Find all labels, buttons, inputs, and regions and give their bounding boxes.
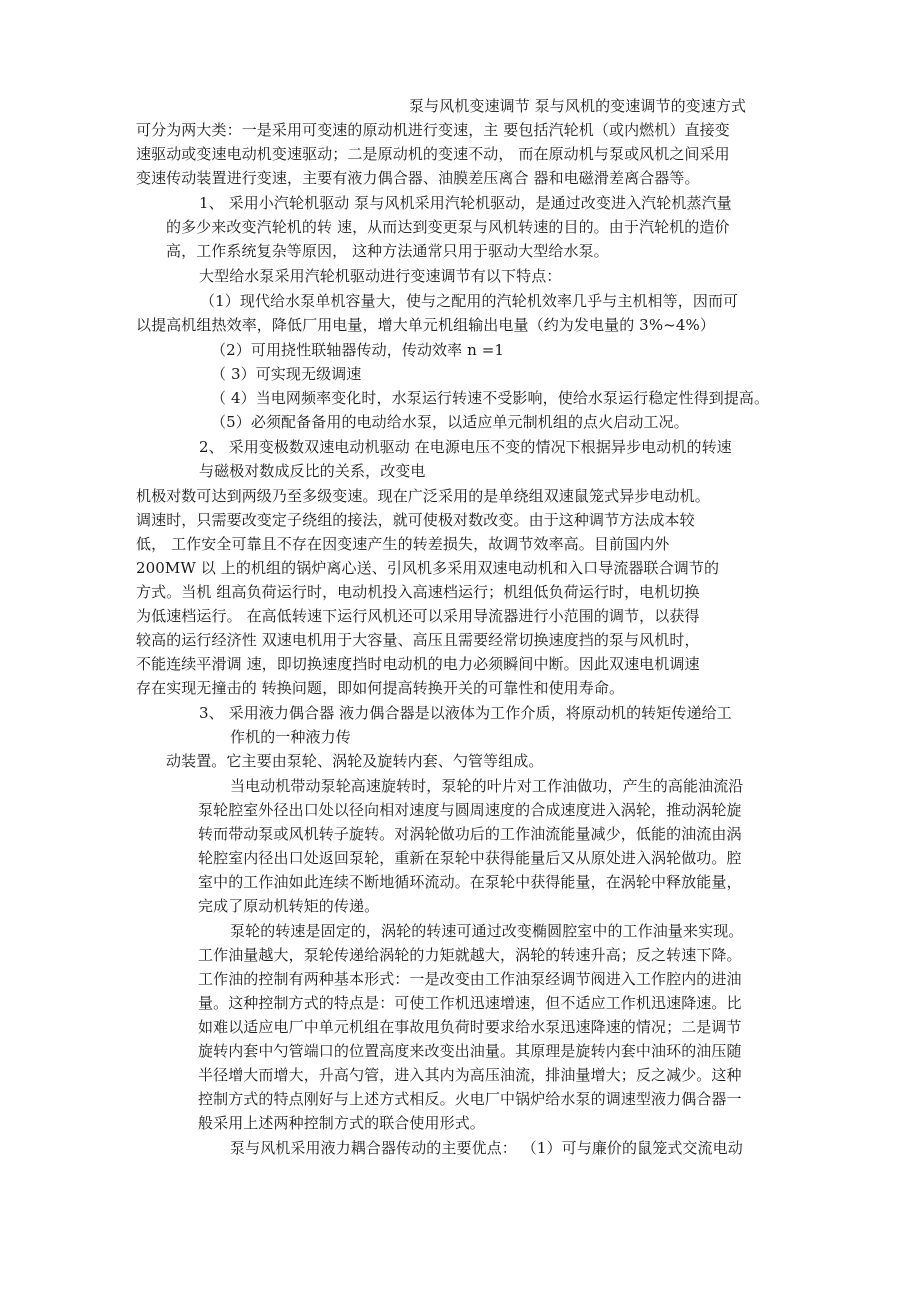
- text-line: 完成了原动机转矩的传递。: [198, 897, 380, 915]
- text-line: 较高的运行经济性 双速电机用于大容量、高压且需要经常切换速度挡的泵与风机时，: [136, 631, 700, 649]
- text-line: 作机的一种液力传: [230, 728, 351, 746]
- text-line: 轮腔室内径出口处返回泵轮，重新在泵轮中获得能量后又从原处进入涡轮做功。腔: [198, 849, 742, 867]
- text-line: 当电动机带动泵轮高速旋转时，泵轮的叶片对工作油做功，产生的高能油流沿: [230, 777, 744, 795]
- text-line: 为低速档运行。 在高低转速下运行风机还可以采用导流器进行小范围的调节，以获得: [136, 607, 700, 625]
- text-line: 机极对数可达到两级乃至多级变速。现在广泛采用的是单绕组双速鼠笼式异步电动机。: [136, 487, 710, 505]
- section-heading-3: 3、 采用液力偶合器 液力偶合器是以液体为工作介质，将原动机的转矩传递给工: [199, 704, 732, 722]
- list-item: （ 3）可实现无级调速: [211, 365, 362, 383]
- list-item: （1）现代给水泵单机容量大，使与之配用的汽轮机效率几乎与主机相等，因而可: [200, 292, 739, 310]
- text-line: 200MW 以 上的机组的锅炉离心送、引风机多采用双速电动机和入口导流器联合调节的: [136, 559, 720, 577]
- text-line: 动装置。它主要由泵轮、涡轮及旋转内套、勺管等组成。: [166, 752, 544, 770]
- text-line: 泵轮的转速是固定的，涡轮的转速可通过改变椭圆腔室中的工作油量来实现。: [230, 922, 744, 940]
- text-line: 方式。当机 组高负荷运行时，电动机投入高速档运行；机组低负荷运行时，电机切换: [136, 583, 700, 601]
- text-line: 不能连续平滑调 速，即切换速度挡时电动机的电力必须瞬间中断。因此双速电机调速: [136, 655, 700, 673]
- text-line: 高，工作系统复杂等原因， 这种方法通常只用于驱动大型给水泵。: [166, 242, 609, 260]
- text-line: 泵与风机采用液力耦合器传动的主要优点： （1）可与廉价的鼠笼式交流电动: [230, 1139, 743, 1157]
- text-line: 可分为两大类：一是采用可变速的原动机进行变速，主 要包括汽轮机（或内燃机）直接变: [136, 121, 730, 139]
- text-line: 室中的工作油如此连续不断地循环流动。在泵轮中获得能量，在涡轮中释放能量，: [198, 873, 742, 891]
- text-line: 旋转内套中勺管端口的位置高度来改变出油量。其原理是旋转内套中油环的油压随: [198, 1042, 742, 1060]
- text-line: 转而带动泵或风机转子旋转。对涡轮做功后的工作油流能量减少，低能的油流由涡: [198, 825, 742, 843]
- text-line: 工作油的控制有两种基本形式：一是改变由工作油泵经调节阀进入工作腔内的进油: [198, 970, 742, 988]
- doc-title-line: 泵与风机变速调节 泵与风机的变速调节的变速方式: [409, 97, 747, 115]
- text-line: 存在实现无撞击的 转换问题，即如何提高转换开关的可靠性和使用寿命。: [136, 679, 625, 697]
- list-item: （5）必须配备备用的电动给水泵，以适应单元制机组的点火启动工况。: [211, 413, 689, 431]
- section-heading-2: 2、 采用变极数双速电动机驱动 在电源电压不变的情况下根据异步电动机的转速: [199, 438, 732, 456]
- text-line: 如难以适应电厂中单元机组在事故甩负荷时要求给水泵迅速降速的情况；二是调节: [198, 1018, 742, 1036]
- text-line: 大型给水泵采用汽轮机驱动进行变速调节有以下特点：: [199, 267, 562, 285]
- list-item: （ 4）当电网频率变化时，水泵运行转速不受影响，使给水泵运行稳定性得到提高。: [211, 389, 770, 407]
- text-line: 与磁极对数成反比的关系，改变电: [199, 462, 426, 480]
- text-line: 控制方式的特点刚好与上述方式相反。火电厂中锅炉给水泵的调速型液力偶合器一: [198, 1090, 742, 1108]
- text-line: 速驱动或变速电动机变速驱动；二是原动机的变速不动， 而在原动机与泵或风机之间采用: [136, 145, 730, 163]
- text-line: 工作油量越大，泵轮传递给涡轮的力矩就越大，涡轮的转速升高；反之转速下降。: [198, 946, 742, 964]
- text-line: 调速时，只需要改变定子绕组的接法，就可使极对数改变。由于这种调节方法成本较: [136, 511, 695, 529]
- text-line: 半径增大而增大，升高勺管，进入其内为高压油流，排油量增大；反之减少。这种: [198, 1066, 742, 1084]
- text-line: 泵轮腔室外径出口处以径向相对速度与圆周速度的合成速度进入涡轮，推动涡轮旋: [198, 801, 742, 819]
- text-line: 般采用上述两种控制方式的联合使用形式。: [198, 1114, 485, 1132]
- text-line: 的多少来改变汽轮机的转 速，从而达到变更泵与风机转速的目的。由于汽轮机的造价: [166, 218, 730, 236]
- list-item: （2）可用挠性联轴器传动，传动效率 n =1: [211, 341, 505, 359]
- text-line: 低， 工作安全可靠且不存在因变速产生的转差损失，故调节效率高。目前国内外: [136, 535, 670, 553]
- section-heading-1: 1、 采用小汽轮机驱动 泵与风机采用汽轮机驱动，是通过改变进入汽轮机蒸汽量: [199, 194, 732, 212]
- text-line: 以提高机组热效率，降低厂用电量，增大单元机组输出电量（约为发电量的 3%~4%）: [136, 316, 715, 334]
- text-line: 变速传动装置进行变速，主要有液力偶合器、油膜差压离合 器和电磁滑差离合器等。: [136, 169, 700, 187]
- text-line: 量。这种控制方式的特点是：可使工作机迅速增速，但不适应工作机迅速降速。比: [198, 994, 742, 1012]
